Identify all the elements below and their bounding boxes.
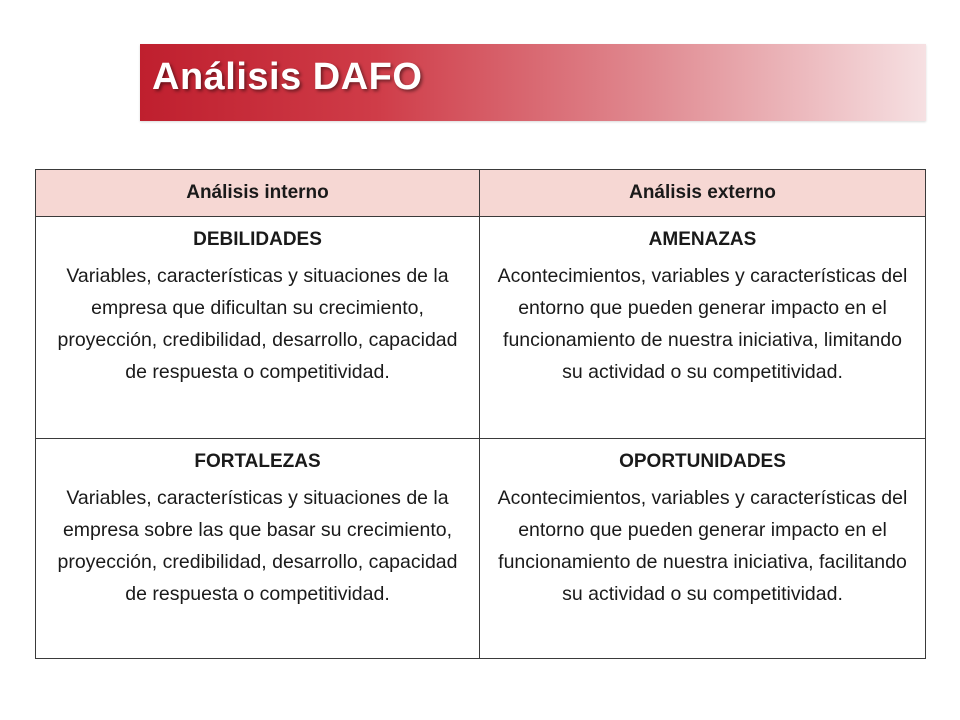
cell-debilidades (36, 217, 480, 439)
table-row (36, 217, 926, 439)
oportunidades-text: Acontecimientos, variables y características del entorno que pueden generar impacto en el funcionamiento de nuestra iniciativa, facilitando su actividad o su competitividad. (497, 487, 908, 605)
debilidades-title: DEBILIDADES (193, 229, 322, 250)
cell-amenazas (480, 217, 926, 439)
page-title: Análisis DAFO (152, 56, 423, 98)
oportunidades-title: OPORTUNIDADES (619, 451, 786, 472)
cell-oportunidades (480, 439, 926, 659)
amenazas-text: Acontecimientos, variables y características del entorno que pueden generar impacto en el funcionamiento de nuestra iniciativa, limitando su actividad o su competitividad. (497, 265, 908, 383)
debilidades-text: Variables, características y situaciones de la empresa que dificultan su crecimiento, proyección, credibilidad, desarrollo, capacidad de respuesta o competitividad. (57, 265, 458, 383)
cell-fortalezas (36, 439, 480, 659)
header-external: Análisis externo (480, 170, 926, 217)
title-banner (140, 44, 926, 121)
amenazas-title: AMENAZAS (648, 229, 757, 250)
table-row (36, 439, 926, 659)
fortalezas-text: Variables, características y situaciones de la empresa sobre las que basar su crecimiento, proyección, credibilidad, desarrollo, capacidad de respuesta o competitividad. (57, 487, 458, 605)
header-row (36, 170, 926, 217)
header-internal: Análisis interno (36, 170, 480, 217)
fortalezas-title: FORTALEZAS (194, 451, 321, 472)
dafo-table (35, 169, 926, 659)
